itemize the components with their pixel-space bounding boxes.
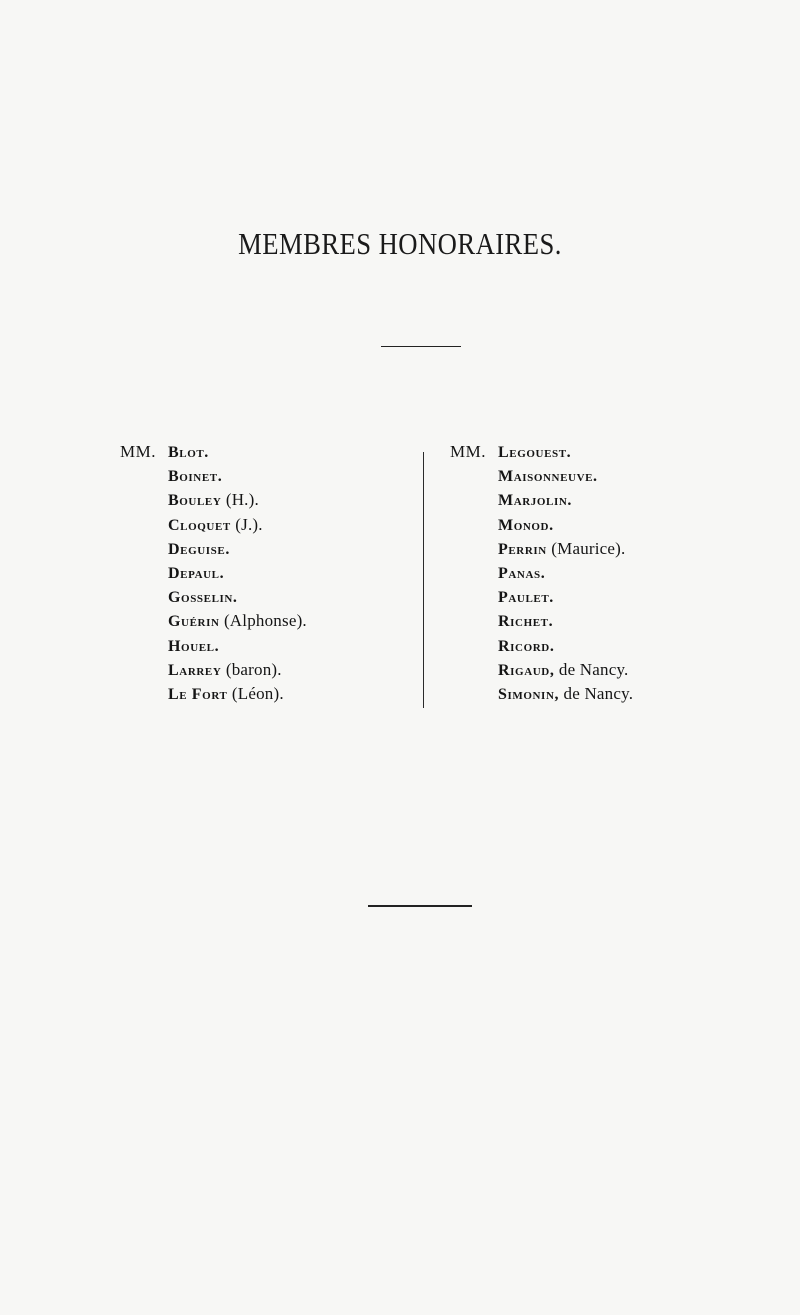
mm-prefix: MM. bbox=[120, 442, 156, 461]
member-row bbox=[120, 440, 307, 464]
page-title: MEMBRES HONORAIRES. bbox=[238, 226, 562, 261]
member-name: Panas. bbox=[498, 564, 546, 582]
member-name: Bouley bbox=[168, 492, 222, 510]
bottom-rule bbox=[368, 905, 472, 907]
member-name: Rigaud, bbox=[498, 661, 555, 679]
column-divider bbox=[423, 452, 424, 708]
member-row bbox=[120, 634, 307, 658]
member-detail: (Alphonse). bbox=[219, 611, 307, 631]
member-row bbox=[450, 585, 633, 609]
member-detail: (Maurice). bbox=[546, 538, 626, 558]
member-name: Larrey bbox=[168, 661, 222, 679]
member-row bbox=[120, 488, 307, 512]
left-member-column bbox=[120, 440, 307, 706]
member-name: Ricord. bbox=[498, 637, 555, 655]
member-row bbox=[450, 464, 633, 488]
member-name: Guérin bbox=[168, 613, 220, 631]
member-name: Richet. bbox=[498, 613, 554, 631]
member-name: Depaul. bbox=[168, 564, 225, 582]
member-row bbox=[120, 464, 307, 488]
top-rule bbox=[381, 346, 461, 347]
member-detail: (Léon). bbox=[227, 683, 284, 703]
member-name: Le Fort bbox=[168, 685, 228, 703]
member-name: Simonin, bbox=[498, 685, 560, 703]
member-row bbox=[450, 513, 633, 537]
member-detail: (baron). bbox=[221, 659, 282, 679]
member-row bbox=[120, 682, 307, 706]
member-row bbox=[120, 537, 307, 561]
member-row bbox=[120, 513, 307, 537]
member-row bbox=[120, 609, 307, 633]
member-name: Maisonneuve. bbox=[498, 468, 598, 486]
member-row bbox=[450, 440, 633, 464]
member-name: Legouest. bbox=[498, 444, 572, 461]
member-row bbox=[120, 561, 307, 585]
member-name: Deguise. bbox=[168, 540, 230, 558]
member-name: Blot. bbox=[168, 444, 209, 461]
right-member-column bbox=[450, 440, 633, 706]
member-name: Paulet. bbox=[498, 589, 554, 607]
member-name: Boinet. bbox=[168, 468, 223, 486]
member-detail: de Nancy. bbox=[559, 683, 634, 703]
member-name: Monod. bbox=[498, 516, 554, 534]
member-row bbox=[450, 537, 633, 561]
member-name: Marjolin. bbox=[498, 492, 573, 510]
member-row bbox=[450, 658, 633, 682]
member-name: Cloquet bbox=[168, 516, 231, 534]
member-row bbox=[450, 682, 633, 706]
member-name: Perrin bbox=[498, 540, 547, 558]
member-detail: (H.). bbox=[221, 490, 259, 510]
member-row bbox=[120, 658, 307, 682]
member-name: Gosselin. bbox=[168, 589, 238, 607]
member-detail: de Nancy. bbox=[554, 659, 629, 679]
member-row bbox=[450, 609, 633, 633]
mm-prefix: MM. bbox=[450, 442, 486, 461]
member-row bbox=[450, 561, 633, 585]
member-row bbox=[120, 585, 307, 609]
member-row bbox=[450, 488, 633, 512]
member-row bbox=[450, 634, 633, 658]
member-detail: (J.). bbox=[230, 514, 263, 534]
member-name: Houel. bbox=[168, 637, 220, 655]
